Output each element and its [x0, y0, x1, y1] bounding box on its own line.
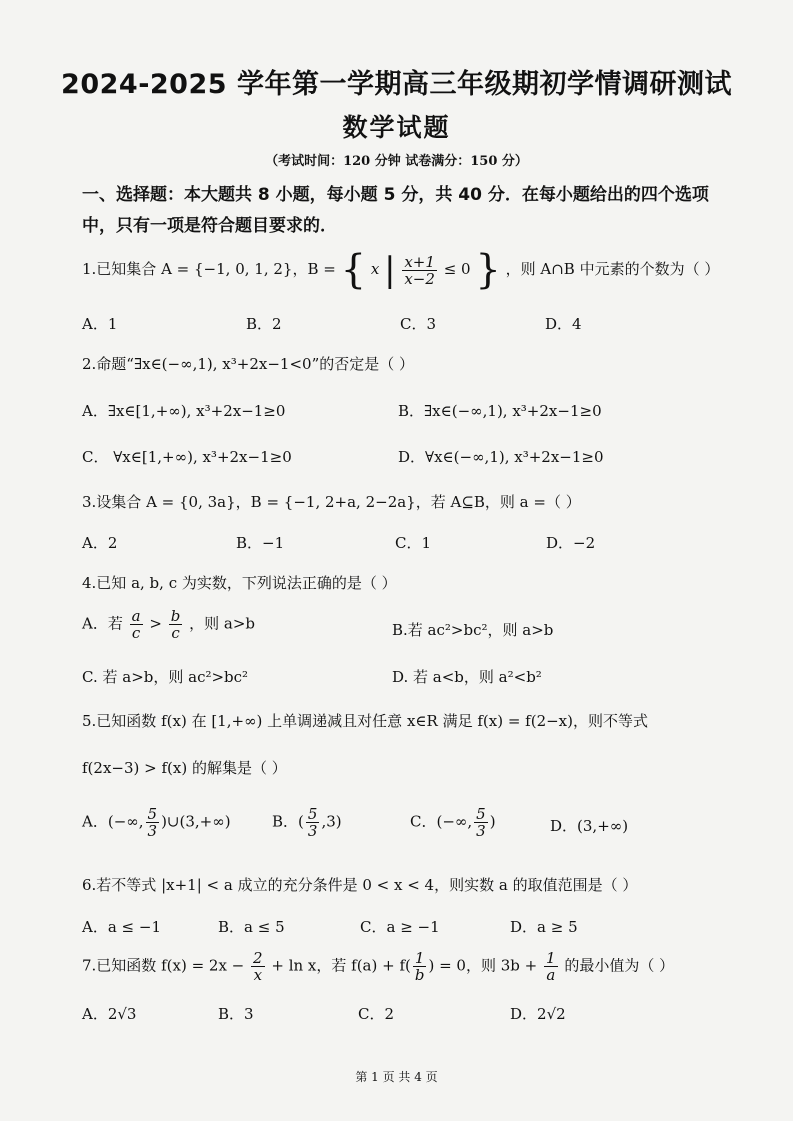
q4-option-c[interactable]: C. 若 a>b，则 ac²>bc²: [82, 668, 249, 686]
q1-option-c[interactable]: C．3: [400, 315, 437, 333]
q5c-part-a: (−∞,: [436, 812, 473, 831]
q2-option-b[interactable]: B．∃x∈(−∞,1), x³+2x−1≥0: [398, 402, 602, 420]
q3-option-d[interactable]: D．−2: [546, 534, 596, 552]
q5c-prefix: C．: [410, 812, 437, 831]
q7-part-a: 7.已知函数 f(x) = 2x −: [82, 956, 245, 975]
q4a-prefix: A．若: [82, 614, 123, 633]
q4a-frac2-den: c: [171, 624, 180, 642]
q5a-part-a: (−∞,: [107, 812, 144, 831]
q5b-fraction: [306, 806, 320, 839]
q5-option-a[interactable]: [82, 806, 231, 839]
q4a-frac-2: [169, 608, 183, 641]
q5a-part-b: )∪(3,+∞): [161, 812, 231, 831]
q5b-part-b: ,3): [321, 812, 342, 831]
q4-option-b[interactable]: B.若 ac²>bc²，则 a>b: [392, 621, 554, 639]
q1-option-a[interactable]: A．1: [82, 315, 118, 333]
q5a-fraction: [146, 806, 160, 839]
q7-f3-num: 1: [546, 949, 556, 967]
q6-option-b[interactable]: B．a ≤ 5: [218, 918, 285, 936]
q1-frac-num: x+1: [404, 252, 435, 271]
q4a-frac2-num: b: [170, 607, 181, 625]
exam-title: 2024-2025 学年第一学期高三年级期初学情调研测试: [61, 69, 732, 100]
q2-option-d[interactable]: D．∀x∈(−∞,1), x³+2x−1≥0: [398, 448, 604, 466]
question-5-stem-line2: f(2x−3) > f(x) 的解集是（ ）: [82, 759, 287, 777]
q5b-part-a: (: [298, 812, 304, 831]
question-2-stem: 2.命题“∃x∈(−∞,1), x³+2x−1<0”的否定是（ ）: [82, 355, 415, 373]
q1-brace-close: }: [475, 247, 501, 293]
q1-option-d[interactable]: D．4: [545, 315, 582, 333]
section-heading: 一、选择题：本大题共 8 小题，每小题 5 分，共 40 分．在每小题给出的四个选项中，只有一项是符合题目要求的．: [82, 185, 709, 236]
q1-stem-part-a: 1.已知集合 A = {−1, 0, 1, 2}，B =: [82, 260, 336, 278]
q1-option-b[interactable]: B．2: [246, 315, 282, 333]
q7-part-c: ) = 0，则 3b +: [428, 956, 538, 975]
question-6-stem: 6.若不等式 |x+1| < a 成立的充分条件是 0 < x < 4，则实数 a 的取值范围是（ ）: [82, 876, 638, 894]
q3-option-b[interactable]: B．−1: [236, 534, 285, 552]
q5a-num: 5: [147, 805, 158, 823]
q4a-frac1-den: c: [131, 624, 141, 642]
q6-option-d[interactable]: D．a ≥ 5: [510, 918, 578, 936]
exam-info: （考试时间：120 分钟 试卷满分：150 分）: [265, 154, 528, 169]
q2-option-a[interactable]: A．∃x∈[1,+∞), x³+2x−1≥0: [82, 402, 286, 420]
q5b-num: 5: [307, 805, 318, 823]
q5c-den: 3: [476, 822, 486, 840]
q7-f3-den: a: [546, 966, 556, 984]
q7-f1-num: 2: [253, 949, 263, 967]
q7-option-b[interactable]: B．3: [218, 1005, 254, 1023]
q7-option-c[interactable]: C．2: [358, 1005, 395, 1023]
q5b-den: 3: [307, 822, 318, 840]
q5-option-d[interactable]: D．(3,+∞): [550, 817, 629, 835]
q1-set-var: x: [370, 260, 380, 278]
q4a-suffix: ，则 a>b: [189, 614, 255, 633]
q1-stem-part-b: ，则 A∩B 中元素的个数为（ ）: [505, 260, 720, 278]
q7-frac-1: [251, 950, 265, 983]
q7-part-d: 的最小值为（ ）: [564, 956, 675, 975]
q1-bar: |: [384, 250, 396, 290]
q4-option-a[interactable]: [82, 608, 255, 641]
q7-f2-den: b: [414, 966, 425, 984]
q7-f2-num: 1: [413, 950, 427, 967]
q3-option-c[interactable]: C．1: [395, 534, 432, 552]
q7-frac-3: [544, 950, 558, 983]
q7-frac-2: [413, 950, 427, 983]
question-7-stem: [82, 950, 674, 983]
q5c-fraction: [474, 806, 488, 839]
q6-option-a[interactable]: A．a ≤ −1: [82, 918, 161, 936]
q4a-gt: >: [149, 614, 162, 633]
q7-option-d[interactable]: D．2√2: [510, 1005, 566, 1023]
q1-brace-open: {: [340, 247, 367, 293]
q1-set-cond: ≤ 0: [443, 260, 471, 278]
question-1-stem: [82, 247, 720, 293]
q7-option-a[interactable]: A．2√3: [82, 1005, 137, 1023]
q6-option-c[interactable]: C．a ≥ −1: [360, 918, 440, 936]
q5b-prefix: B．: [272, 812, 299, 831]
exam-subject: 数学试题: [342, 113, 451, 142]
q3-option-a[interactable]: A．2: [82, 534, 118, 552]
q5c-num: 5: [476, 805, 486, 823]
q5-option-b[interactable]: [272, 806, 342, 839]
q4a-frac-1: [130, 608, 143, 641]
question-4-stem: 4.已知 a, b, c 为实数，下列说法正确的是（ ）: [82, 574, 397, 592]
q5-option-c[interactable]: [410, 806, 496, 839]
q5a-den: 3: [147, 822, 158, 840]
question-5-stem-line1: 5.已知函数 f(x) 在 [1,+∞) 上单调递减且对任意 x∈R 满足 f(x) = f(2−x)，则不等式: [82, 712, 648, 730]
q5a-prefix: A．: [82, 812, 108, 831]
q1-frac-den: x−2: [404, 269, 435, 288]
page-footer: 第 1 页 共 4 页: [355, 1070, 438, 1084]
question-3-stem: 3.设集合 A = {0, 3a}，B = {−1, 2+a, 2−2a}，若 A⊆B，则 a =（ ）: [82, 493, 581, 511]
q4a-frac1-num: a: [131, 607, 141, 625]
q7-part-b: + ln x，若 f(a) + f(: [271, 956, 411, 975]
q2-option-c[interactable]: C． ∀x∈[1,+∞), x³+2x−1≥0: [82, 448, 292, 466]
q1-fraction: [402, 254, 437, 287]
q4-option-d[interactable]: D. 若 a<b，则 a²<b²: [392, 668, 542, 686]
q5c-part-b: ): [489, 812, 496, 831]
q7-f1-den: x: [253, 966, 263, 984]
